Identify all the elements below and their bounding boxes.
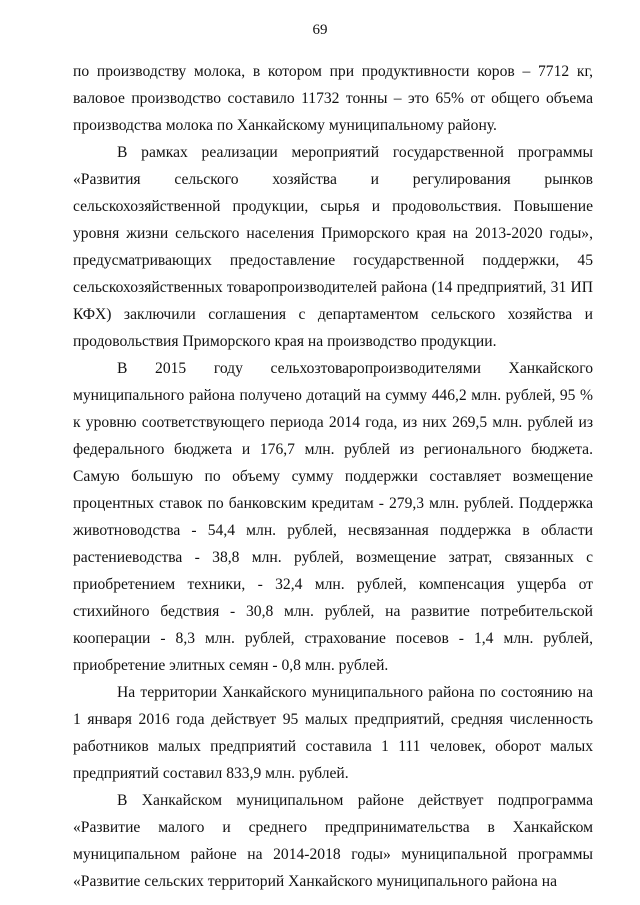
paragraph-subsidies-2015: В 2015 году сельхозтоваропроизводителями Ханкайского муниципального района получено дотаций на сумму 446,2 млн. рублей, 95 % к уровню соответствующего периода 2014 года, из них 269,5 млн. рублей из федерального бюджета и 176,7 млн. рублей из регионального бюджета. Самую большую по объему сумму поддержки составляет возмещение процентных ставок по банковским кредитам - 279,3 млн. рублей. Поддержка животноводства - 54,4 млн. рублей, несвязанная поддержка в области растениеводства - 38,8 млн. рублей, возмещение затрат, связанных с приобретением техники, - 32,4 млн. рублей, компенсация ущерба от стихийного бедствия - 30,8 млн. рублей, на развитие потребительской кооперации - 8,3 млн. рублей, страхование посевов - 1,4 млн. рублей, приобретение элитных семян - 0,8 млн. рублей. <box>73 360 593 674</box>
paragraph-continuation: по производству молока, в котором при продуктивности коров – 7712 кг, валовое производство составило 11732 тонны – это 65% от общего объема производства молока по Ханкайскому муниципальному району. <box>73 63 593 134</box>
document-body <box>73 58 593 895</box>
paragraph-small-business: На территории Ханкайского муниципального района по состоянию на 1 января 2016 года действует 95 малых предприятий, средняя численность работников малых предприятий составила 1 111 человек, оборот малых предприятий составил 833,9 млн. рублей. <box>73 684 593 782</box>
paragraph-state-program: В рамках реализации мероприятий государственной программы «Развития сельского хозяйства и регулирования рынков сельскохозяйственной продукции, сырья и продовольствия. Повышение уровня жизни сельского населения Приморского края на 2013-2020 годы», предусматривающих предоставление государственной поддержки, 45 сельскохозяйственных товаропроизводителей района (14 предприятий, 31 ИП КФХ) заключили соглашения с департаментом сельского хозяйства и продовольствия Приморского края на производство продукции. <box>73 144 593 350</box>
page-number: 69 <box>312 22 328 38</box>
paragraph-subprogram: В Ханкайском муниципальном районе действует подпрограмма «Развитие малого и среднего предпринимательства в Ханкайском муниципальном районе на 2014-2018 годы» муниципальной программы «Развитие сельских территорий Ханкайского муниципального района на <box>73 792 593 890</box>
